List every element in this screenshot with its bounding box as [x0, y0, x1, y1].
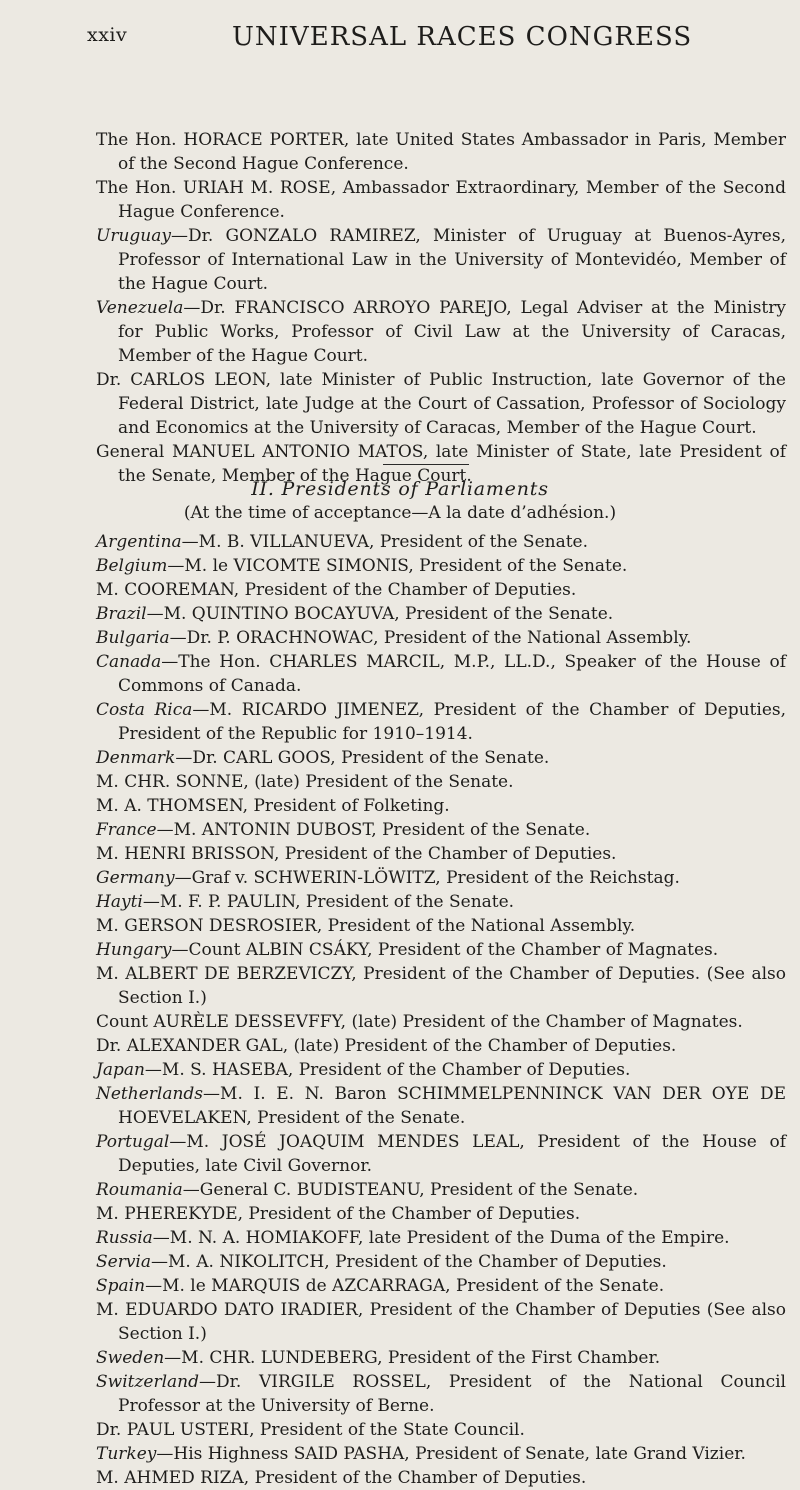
- list-entry: [96, 938, 786, 962]
- entry-text: —M. CHR. LUNDEBERG, President of the First Chamber.: [164, 1348, 661, 1368]
- entry-text: —His Highness SAID PASHA, President of Senate, late Grand Vizier.: [156, 1444, 746, 1464]
- list-entry: [96, 866, 786, 890]
- list-entry: [96, 1274, 786, 1298]
- entry-text: —Graf v. SCHWERIN-LÖWITZ, President of the Reichstag.: [174, 868, 680, 888]
- list-entry: [96, 626, 786, 650]
- entry-text: —Dr. P. ORACHNOWAC, President of the National Assembly.: [169, 628, 692, 648]
- list-entry: [96, 1082, 792, 1130]
- list-entry: [96, 650, 792, 698]
- list-entry: [96, 176, 792, 224]
- list-entry: [96, 698, 792, 746]
- country-name: Bulgaria: [96, 628, 170, 648]
- entry-text: M. HENRI BRISSON, President of the Chamber of Deputies.: [96, 844, 617, 864]
- section-subheading: (At the time of acceptance—A la date d’adhésion.): [183, 503, 617, 523]
- country-name: Hungary: [96, 940, 172, 960]
- country-name: Brazil: [96, 604, 147, 624]
- section-1-member-list: [96, 128, 792, 488]
- running-title: UNIVERSAL RACES CONGRESS: [232, 22, 693, 52]
- country-name: Switzerland: [96, 1372, 200, 1392]
- entry-text: Dr. ALEXANDER GAL, (late) President of the Chamber of Deputies.: [96, 1036, 677, 1056]
- section-heading: II. Presidents of Parliaments: [251, 478, 549, 500]
- list-entry: [96, 1034, 786, 1058]
- entry-text: M. PHEREKYDE, President of the Chamber of Deputies.: [96, 1204, 581, 1224]
- list-entry: [96, 770, 786, 794]
- country-name: Japan: [96, 1060, 145, 1080]
- list-entry: [96, 1202, 786, 1226]
- list-entry: [96, 368, 792, 440]
- entry-text: —M. I. E. N. Baron SCHIMMELPENNINCK VAN DER OYE DE HOEVELAKEN, President of the Senate.: [118, 1084, 792, 1128]
- country-name: Canada: [96, 652, 162, 672]
- entry-text: —General C. BUDISTEANU, President of the Senate.: [182, 1180, 639, 1200]
- country-name: Hayti: [96, 892, 143, 912]
- entry-text: —M. A. NIKOLITCH, President of the Chamber of Deputies.: [151, 1252, 667, 1272]
- country-name: Russia: [96, 1228, 153, 1248]
- list-entry: [96, 530, 786, 554]
- entry-text: Count AURÈLE DESSEVFFY, (late) President of the Chamber of Magnates.: [96, 1012, 743, 1032]
- entry-text: The Hon. HORACE PORTER, late United States Ambassador in Paris, Member of the Second Hague Conference.: [96, 130, 792, 174]
- list-entry: [96, 1346, 786, 1370]
- list-entry: [96, 1058, 786, 1082]
- entry-text: M. EDUARDO DATO IRADIER, President of the Chamber of Deputies (See also Section I.): [96, 1300, 792, 1344]
- entry-text: —M. le VICOMTE SIMONIS, President of the Senate.: [167, 556, 628, 576]
- entry-text: —Dr. VIRGILE ROSSEL, President of the National Council Professor at the University of Berne.: [118, 1372, 792, 1416]
- list-entry: [96, 914, 786, 938]
- entry-text: The Hon. URIAH M. ROSE, Ambassador Extraordinary, Member of the Second Hague Conference.: [96, 178, 792, 222]
- section-divider-rule: [383, 464, 469, 465]
- list-entry: [96, 746, 786, 770]
- country-name: Turkey: [96, 1444, 157, 1464]
- list-entry: [96, 962, 792, 1010]
- entry-text: M. ALBERT DE BERZEVICZY, President of the Chamber of Deputies. (See also Section I.): [96, 964, 792, 1008]
- entry-text: Dr. CARLOS LEON, late Minister of Public Instruction, late Governor of the Federal District, late Judge at the Court of Cassation, Professor of Sociology and Economics at the University of Caracas, Member of the Hague Court.: [96, 370, 792, 438]
- entry-text: M. A. THOMSEN, President of Folketing.: [96, 796, 450, 816]
- country-name: Uruguay: [96, 226, 171, 246]
- entry-text: —M. S. HASEBA, President of the Chamber of Deputies.: [144, 1060, 631, 1080]
- list-entry: [96, 794, 786, 818]
- entry-text: —M. B. VILLANUEVA, President of the Senate.: [181, 532, 589, 552]
- country-name: France: [96, 820, 157, 840]
- section-2-member-list: [96, 530, 792, 1490]
- list-entry: [96, 1442, 786, 1466]
- list-entry: [96, 842, 786, 866]
- list-entry: [96, 602, 786, 626]
- list-entry: [96, 1010, 786, 1034]
- list-entry: [96, 1250, 786, 1274]
- list-entry: [96, 818, 786, 842]
- country-name: Costa Rica: [96, 700, 193, 720]
- entry-text: —M. N. A. HOMIAKOFF, late President of the Duma of the Empire.: [152, 1228, 730, 1248]
- country-name: Netherlands: [96, 1084, 204, 1104]
- entry-text: M. CHR. SONNE, (late) President of the Senate.: [96, 772, 514, 792]
- entry-text: —Dr. FRANCISCO ARROYO PAREJO, Legal Adviser at the Ministry for Public Works, Professor of Civil Law at the University of Caracas, Member of the Hague Court.: [118, 298, 792, 366]
- list-entry: [96, 1178, 786, 1202]
- list-entry: [96, 1298, 792, 1346]
- country-name: Germany: [96, 868, 175, 888]
- entry-text: —M. F. P. PAULIN, President of the Senate.: [142, 892, 515, 912]
- list-entry: [96, 1466, 786, 1490]
- entry-text: Dr. PAUL USTERI, President of the State Council.: [96, 1420, 525, 1440]
- entry-text: M. AHMED RIZA, President of the Chamber of Deputies.: [96, 1468, 587, 1488]
- entry-text: —M. RICARDO JIMENEZ, President of the Chamber of Deputies, President of the Republic for 1910–1914.: [118, 700, 792, 744]
- entry-text: M. GERSON DESROSIER, President of the National Assembly.: [96, 916, 636, 936]
- entry-text: —Dr. CARL GOOS, President of the Senate.: [175, 748, 550, 768]
- list-entry: [96, 1370, 792, 1418]
- country-name: Portugal: [96, 1132, 170, 1152]
- page-number: xxiv: [87, 24, 128, 46]
- entry-text: —The Hon. CHARLES MARCIL, M.P., LL.D., Speaker of the House of Commons of Canada.: [118, 652, 792, 696]
- list-entry: [96, 128, 792, 176]
- entry-text: —M. QUINTINO BOCAYUVA, President of the Senate.: [146, 604, 614, 624]
- entry-text: —Dr. GONZALO RAMIREZ, Minister of Uruguay at Buenos-Ayres, Professor of International Law in the University of Montevidéo, Member of the Hague Court.: [118, 226, 792, 294]
- country-name: Belgium: [96, 556, 168, 576]
- list-entry: [96, 296, 792, 368]
- country-name: Roumania: [96, 1180, 183, 1200]
- entry-text: —Count ALBIN CSÁKY, President of the Chamber of Magnates.: [171, 940, 719, 960]
- country-name: Venezuela: [96, 298, 184, 318]
- country-name: Servia: [96, 1252, 152, 1272]
- list-entry: [96, 1130, 792, 1178]
- list-entry: [96, 1418, 786, 1442]
- page-header: [0, 22, 800, 52]
- list-entry: [96, 1226, 786, 1250]
- country-name: Sweden: [96, 1348, 165, 1368]
- list-entry: [96, 224, 792, 296]
- entry-text: —M. JOSÉ JOAQUIM MENDES LEAL, President of the House of Deputies, late Civil Governor.: [118, 1132, 792, 1176]
- country-name: Argentina: [96, 532, 182, 552]
- entry-text: General MANUEL ANTONIO MATOS, late Minister of State, late President of the Senate, Member of the Hague Court.: [96, 442, 792, 486]
- list-entry: [96, 554, 786, 578]
- entry-text: —M. le MARQUIS de AZCARRAGA, President of the Senate.: [145, 1276, 665, 1296]
- list-entry: [96, 578, 786, 602]
- list-entry: [96, 890, 786, 914]
- country-name: Spain: [96, 1276, 146, 1296]
- entry-text: M. COOREMAN, President of the Chamber of Deputies.: [96, 580, 577, 600]
- entry-text: —M. ANTONIN DUBOST, President of the Senate.: [156, 820, 591, 840]
- country-name: Denmark: [96, 748, 176, 768]
